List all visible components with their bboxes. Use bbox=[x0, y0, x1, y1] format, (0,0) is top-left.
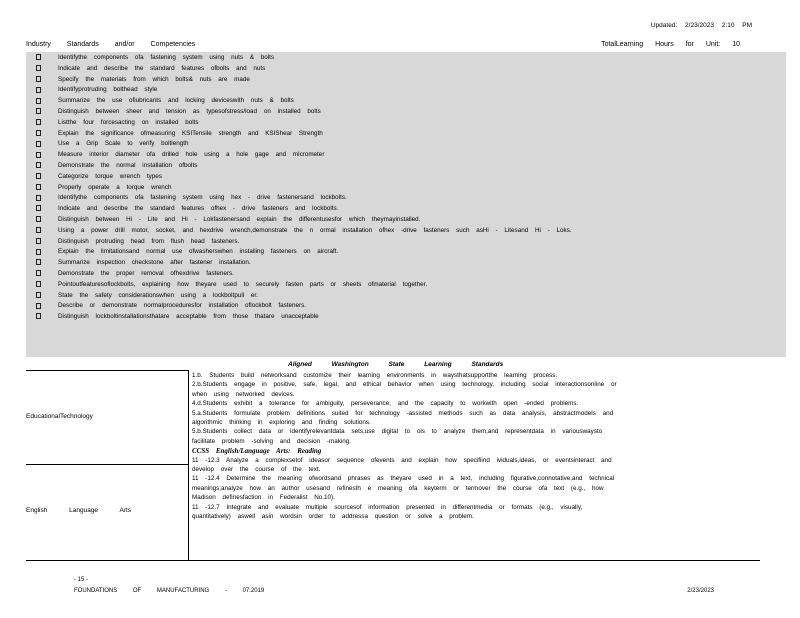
competency-list bbox=[36, 53, 572, 323]
competency-item bbox=[36, 193, 572, 204]
competencies-label: Competencies bbox=[150, 41, 196, 48]
competency-text: Demonstrate the normal installation ofbolts bbox=[58, 161, 198, 169]
checkbox-bullet-icon bbox=[36, 76, 41, 82]
edtech-standard-line: when using networked devices. bbox=[192, 390, 295, 398]
competency-text: Demonstrate the proper removal ofhexdrive fasteners. bbox=[58, 269, 234, 277]
competency-item bbox=[36, 226, 572, 237]
checkbox-bullet-icon bbox=[36, 195, 41, 201]
competency-text: Describe or demonstrate normalproceduresfor installation oflockbolt fasteners. bbox=[58, 302, 307, 310]
checkbox-bullet-icon bbox=[36, 87, 41, 93]
competency-item bbox=[36, 301, 572, 312]
checkbox-bullet-icon bbox=[36, 270, 41, 276]
ela-standard-line: Madison definesfaction in Federalist No.10). bbox=[192, 494, 335, 502]
checkbox-bullet-icon bbox=[36, 108, 41, 114]
updated-ampm: PM bbox=[742, 22, 752, 29]
competency-text: Properly operate a torque wrench bbox=[58, 183, 172, 191]
for-label: for bbox=[685, 41, 694, 48]
competency-text: Use a Grip Scale to verify boltlength bbox=[58, 140, 189, 148]
competency-item bbox=[36, 150, 572, 161]
competency-text: Identifyprotruding bolthead style bbox=[58, 86, 158, 94]
row-divider bbox=[26, 370, 188, 371]
ela-standard-line: quantitatively) aswell asin wordsin order to addressa question or solve a problem. bbox=[192, 513, 474, 520]
competency-item bbox=[36, 215, 572, 226]
total-learning-label: TotalLearning bbox=[601, 41, 644, 48]
competency-item bbox=[36, 312, 572, 323]
footer-date: 2/23/2023 bbox=[687, 588, 714, 594]
checkbox-bullet-icon bbox=[36, 141, 41, 147]
competency-text: Identifythe components ofa fastening system using nuts & bolts bbox=[58, 54, 275, 61]
edtech-standard-line: 4.d.Students exhibit a tolerance for ambiguity, perseverance, and the capacity to workwith open -ended problems. bbox=[192, 400, 579, 408]
competency-text: Distinguish between sheer and tension as typesofstress/load on installed bolts bbox=[58, 107, 321, 115]
competency-item bbox=[36, 64, 572, 75]
competency-text: State the safety considerationswhen using a lockboltpull er. bbox=[58, 291, 258, 299]
competency-text: Explain the significance ofmeasuring KSITensile strength and KSIShear Strength bbox=[58, 129, 323, 137]
ela-standard-line: 11 -12.4 Determine the meaning ofwordsand phrases as theyare used in a text, including figurative,connotative,and technical bbox=[192, 475, 615, 483]
competency-text: Categorize torque wrench types bbox=[58, 172, 162, 180]
competency-item bbox=[36, 280, 572, 291]
competency-item bbox=[36, 53, 572, 64]
checkbox-bullet-icon bbox=[36, 152, 41, 158]
competency-text: Explain the limitationsand normal use ofwasherswhen installing fasteners on aircraft. bbox=[58, 248, 339, 256]
checkbox-bullet-icon bbox=[36, 249, 41, 255]
ela-standard-line: 11 -12.3 Analyze a complexsetof ideasor sequence ofevents and explain how specifiind ividuals,ideas, or eventsinteract and bbox=[192, 456, 612, 464]
checkbox-bullet-icon bbox=[36, 65, 41, 71]
checkbox-bullet-icon bbox=[36, 227, 41, 233]
andor-label: and/or bbox=[114, 41, 135, 48]
competency-item bbox=[36, 183, 572, 194]
standards-column bbox=[188, 370, 761, 560]
competency-item bbox=[36, 75, 572, 86]
checkbox-bullet-icon bbox=[36, 313, 41, 319]
standards-label: Standards bbox=[66, 41, 99, 48]
competency-text: Summarize inspection checkstone after fastener installation. bbox=[58, 259, 251, 267]
checkbox-bullet-icon bbox=[36, 184, 41, 190]
competency-item bbox=[36, 237, 572, 248]
competency-text: Indicate and describe the standard features ofbolts and nuts bbox=[58, 64, 266, 72]
competency-item bbox=[36, 129, 572, 140]
checkbox-bullet-icon bbox=[36, 238, 41, 244]
hours-value: 10 bbox=[732, 41, 740, 48]
edtech-label: EducationalTechnology bbox=[26, 413, 93, 420]
competency-text: Measure interior diameter ofa drilled hole using a hole gage and micrometer bbox=[58, 151, 325, 159]
revision: - 07.2019 bbox=[224, 588, 265, 594]
checkbox-bullet-icon bbox=[36, 281, 41, 287]
edtech-standard-line: algorithmic thinking in exploring and finding solutions. bbox=[192, 419, 371, 426]
page-number: - 15 - bbox=[74, 577, 89, 583]
updated-time: 2:10 bbox=[721, 22, 735, 29]
checkbox-bullet-icon bbox=[36, 292, 41, 298]
competency-item bbox=[36, 96, 572, 107]
competency-text: Distinguish lockboltinstallationsthatare acceptable from those thatare unacceptable bbox=[58, 313, 319, 321]
competency-text: Listthe four forcesacting on installed bolts bbox=[58, 118, 199, 126]
checkbox-bullet-icon bbox=[36, 216, 41, 222]
checkbox-bullet-icon bbox=[36, 259, 41, 265]
table-header-row bbox=[26, 41, 740, 51]
competency-item bbox=[36, 139, 572, 150]
competency-text: Using a power drill motor, socket, and hexdrive wrench,demonstrate the n ormal installation ofhex -drive fasteners such asHi - Litesand Hi - Loks. bbox=[58, 226, 572, 234]
checkbox-bullet-icon bbox=[36, 54, 41, 60]
checkbox-bullet-icon bbox=[36, 205, 41, 211]
checkbox-bullet-icon bbox=[36, 130, 41, 136]
competency-text: Summarize the use ofiubricants and locking deviceswith nuts & bolts bbox=[58, 97, 294, 105]
checkbox-bullet-icon bbox=[36, 173, 41, 179]
edtech-standard-line: 2.b.Students engage in positive, safe, legal, and ethical behavior when using technology, including social interactionsonline or bbox=[192, 381, 617, 389]
checkbox-bullet-icon bbox=[36, 303, 41, 309]
edtech-standard-line: facilitate problem -solving and decision -making. bbox=[192, 437, 352, 445]
row-divider bbox=[26, 560, 188, 561]
edtech-standard-line: 5.a.Students formulate problem definitions suited for technology -assisted methods such as data analysis, abstractmodels and bbox=[192, 409, 614, 417]
ela-standard-line: develop over the course of the text. bbox=[192, 466, 321, 473]
footer-course bbox=[74, 588, 264, 594]
competency-item bbox=[36, 269, 572, 280]
competency-section bbox=[26, 52, 786, 357]
competency-text: Identifythe components ofa fastening system using hex - drive fastenersand lockbolts. bbox=[58, 194, 347, 202]
total-hours-heading bbox=[601, 41, 740, 48]
industry-standards-heading bbox=[26, 41, 195, 48]
ela-standard-line: 11 -12.7 Integrate and evaluate multiple sourcesof information presented in differentmedia or formats (e.g., visually, bbox=[192, 503, 583, 511]
competency-item bbox=[36, 258, 572, 269]
checkbox-bullet-icon bbox=[36, 162, 41, 168]
competency-item bbox=[36, 247, 572, 258]
updated-date: 2/23/2023 bbox=[685, 22, 714, 29]
competency-item bbox=[36, 118, 572, 129]
competency-item bbox=[36, 85, 572, 96]
ela-standard-line: meanings;analyze how an author usesand refinesth e meaning ofa keyterm or termover the course ofa text (e.g., how bbox=[192, 484, 604, 492]
competency-text: Distinguish between Hi - Lite and Hi - Lokfastenersand explain the differentusesfor which theymayinstalled. bbox=[58, 215, 421, 223]
row-divider bbox=[26, 464, 188, 465]
competency-text: Specify the materials from which bolts& nuts are made bbox=[58, 75, 250, 83]
competency-item bbox=[36, 107, 572, 118]
updated-timestamp bbox=[651, 22, 752, 29]
industry-label: Industry bbox=[26, 41, 51, 48]
unit-label: Unit: bbox=[705, 41, 721, 48]
checkbox-bullet-icon bbox=[36, 98, 41, 104]
competency-item bbox=[36, 172, 572, 183]
updated-label: Updated: bbox=[650, 22, 678, 29]
checkbox-bullet-icon bbox=[36, 119, 41, 125]
competency-item bbox=[36, 291, 572, 302]
competency-item bbox=[36, 161, 572, 172]
table-bottom-border bbox=[188, 560, 760, 561]
ela-label: English Language Arts bbox=[26, 507, 132, 514]
competency-item bbox=[36, 204, 572, 215]
competency-text: Distinguish protruding head from flush head fasteners. bbox=[58, 237, 240, 245]
standards-title: Aligned Washington State Learning Standards bbox=[288, 361, 504, 368]
course-title: FOUNDATIONS OF MANUFACTURING bbox=[74, 588, 210, 594]
edtech-standard-line: 1.b. Students build networksand customize their learning environments in waysthatsupportthe learning process. bbox=[192, 372, 558, 379]
edtech-standard-line: 5.b.Students collect data or identifyrelevantdata sets,use digital to ols to analyze them,and representdata in variouswaysto bbox=[192, 428, 603, 436]
hours-label: Hours bbox=[655, 41, 674, 48]
competency-text: Pointoutfeaturesoflockbolts, explaining how theyare used to securely fasten parts or sheets ofmaterial together. bbox=[58, 280, 428, 288]
competency-text: Indicate and describe the standard features ofhex - drive fasteners and lockbolts. bbox=[58, 205, 339, 213]
ccss-heading: CCSS English/Language Arts: Reading bbox=[192, 447, 322, 456]
